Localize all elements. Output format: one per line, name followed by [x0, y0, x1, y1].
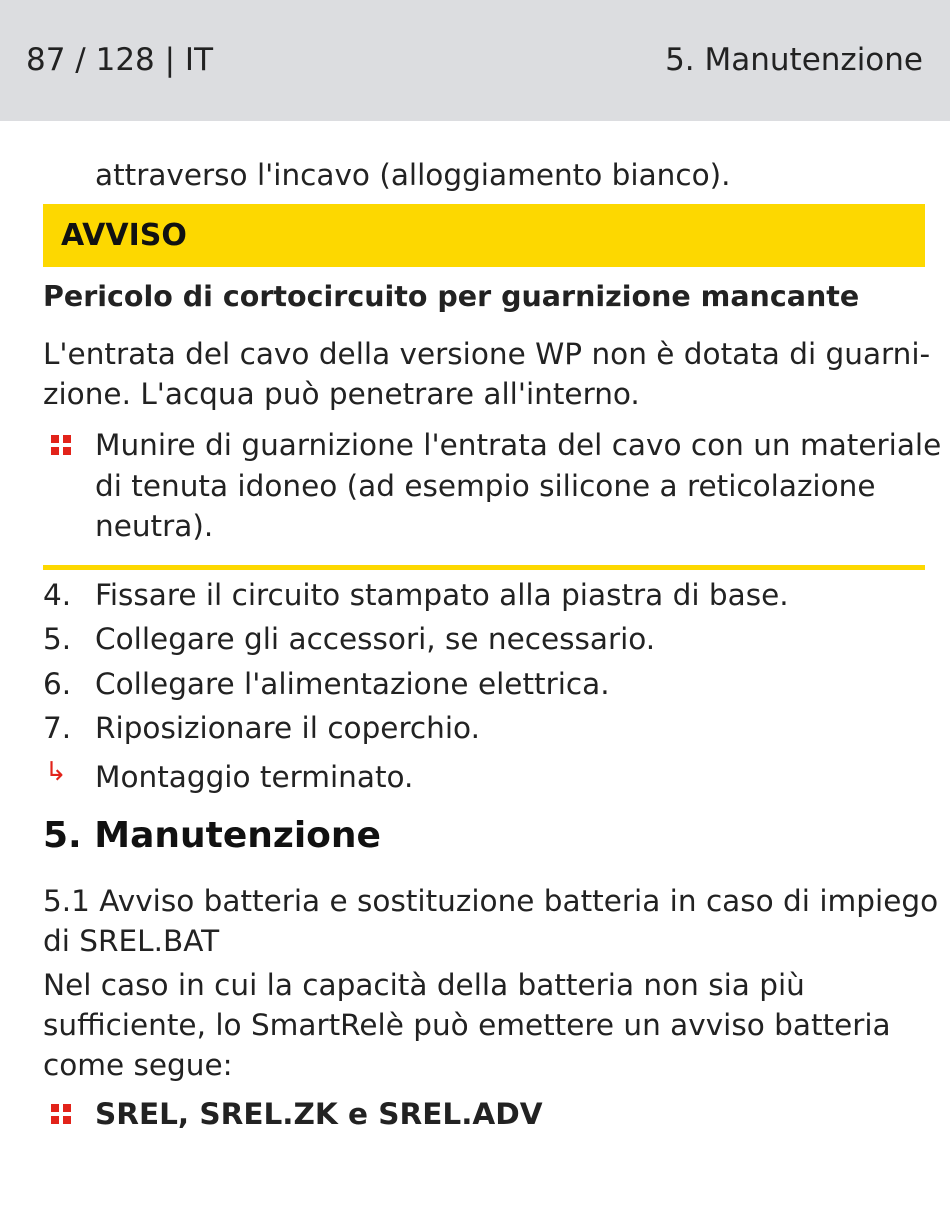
section-heading: 5. Manutenzione	[43, 815, 381, 856]
page-number: 87 / 128 | IT	[26, 42, 213, 78]
step-number: 6.	[43, 667, 72, 701]
red-square-bullet-icon	[51, 1104, 71, 1124]
notice-body-line-1: L'entrata del cavo della versione WP non è dotata di guarni-	[43, 337, 931, 371]
section-title: 5. Manutenzione	[665, 42, 923, 78]
continuation-text: attraverso l'incavo (alloggiamento bianco).	[95, 158, 731, 192]
result-arrow-icon: ↳	[45, 757, 67, 787]
notice-bullet-line-2: di tenuta idoneo (ad esempio silicone a reticolazione	[95, 469, 876, 503]
red-square-bullet-icon	[51, 435, 71, 455]
step-text: Riposizionare il coperchio.	[95, 711, 480, 745]
step-number: 4.	[43, 578, 72, 612]
notice-banner	[43, 204, 925, 267]
page-header	[0, 0, 950, 121]
step-text: Fissare il circuito stampato alla piastra di base.	[95, 578, 789, 612]
model-list-bullet: SREL, SREL.ZK e SREL.ADV	[95, 1097, 543, 1131]
step-text: Collegare l'alimentazione elettrica.	[95, 667, 610, 701]
notice-bottom-rule	[43, 565, 925, 570]
step-number: 7.	[43, 711, 72, 745]
paragraph-line-2: sufficiente, lo SmartRelè può emettere un avviso batteria	[43, 1008, 891, 1042]
result-text: Montaggio terminato.	[95, 760, 414, 794]
notice-label: AVVISO	[61, 218, 187, 253]
step-number: 5.	[43, 622, 72, 656]
subsection-line-2: di SREL.BAT	[43, 924, 220, 958]
notice-body-line-2: zione. L'acqua può penetrare all'interno.	[43, 377, 640, 411]
subsection-line-1: 5.1 Avviso batteria e sostituzione batteria in caso di impiego	[43, 884, 939, 918]
notice-bullet-line-1: Munire di guarnizione l'entrata del cavo con un materiale	[95, 428, 942, 462]
notice-bullet-line-3: neutra).	[95, 509, 214, 543]
step-text: Collegare gli accessori, se necessario.	[95, 622, 656, 656]
paragraph-line-1: Nel caso in cui la capacità della batteria non sia più	[43, 968, 805, 1002]
notice-title: Pericolo di cortocircuito per guarnizione mancante	[43, 280, 860, 313]
paragraph-line-3: come segue:	[43, 1048, 233, 1082]
